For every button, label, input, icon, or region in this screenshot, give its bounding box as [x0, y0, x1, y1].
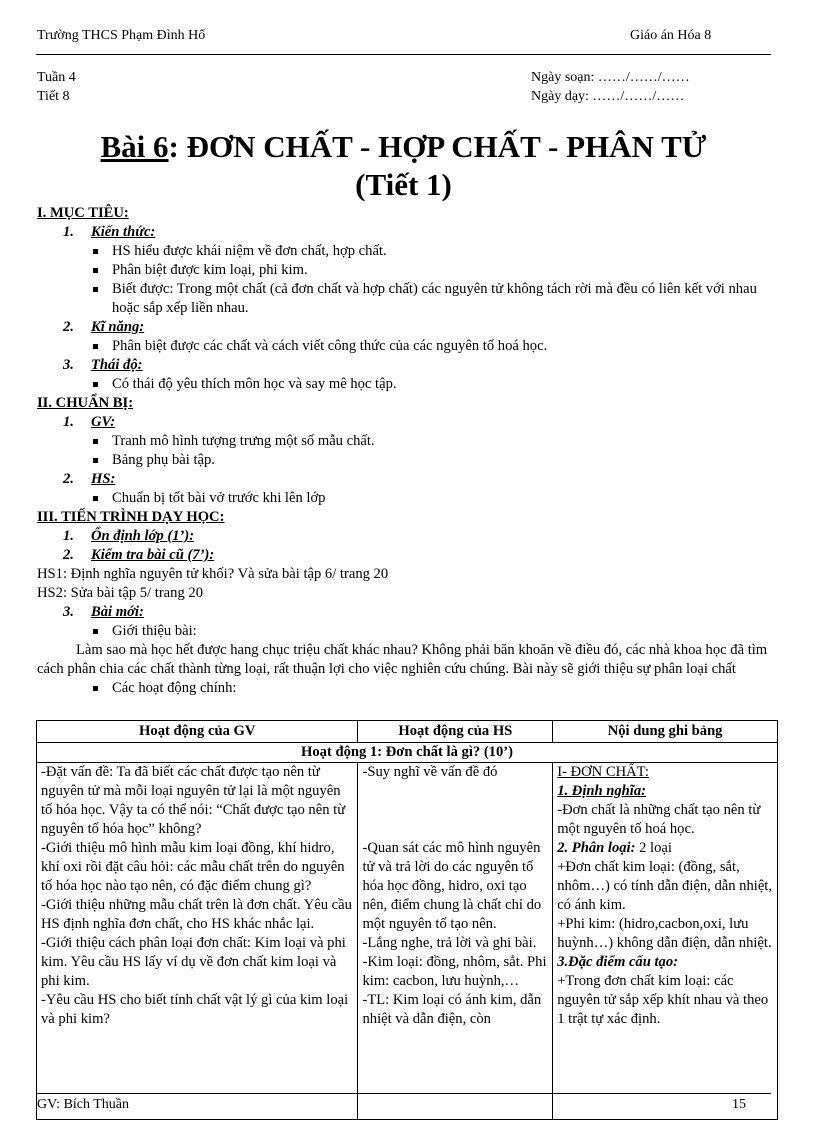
gv-step: -Giới thiệu mô hình mẫu kim loại đồng, khí hidro, khí oxi rồi đặt câu hỏi: các mẫu chất trên do nguyên tố hóa học nào tạo nên, có đặc điểm chung gì? — [41, 840, 345, 894]
hs-step: -Quan sát các mô hình nguyên tử và trả lời do các nguyên tố hóa học đồng, hidro, oxi tạo nên, điểm chung là chất chỉ do một nguyên tố tạo nên. — [362, 840, 542, 932]
attitude-number: 3. — [63, 357, 74, 373]
new-lesson-number: 3. — [63, 604, 74, 620]
week-label: Tuần 4 — [37, 70, 76, 85]
definition-heading: 1. Định nghĩa: — [557, 783, 647, 799]
section-preparation: II. CHUẨN BỊ: — [37, 395, 134, 411]
classification-heading: 2. Phân loại: — [557, 840, 636, 856]
gv-step: -Yêu cầu HS cho biết tính chất vật lý gì của kim loại và phi kim? — [41, 992, 349, 1027]
list-item: Các hoạt động chính: — [90, 679, 777, 698]
class-order-title: Ổn định lớp (1’): — [91, 528, 195, 544]
gv-number: 1. — [63, 414, 74, 430]
classification-line — [557, 839, 773, 858]
attitude-list — [37, 375, 777, 394]
attitude-heading — [37, 356, 777, 375]
gv-step: -Giới thiệu những mẫu chất trên là đơn chất. Yêu cầu HS định nghĩa đơn chất, cho HS khác nhắc lại. — [41, 897, 352, 932]
cell-hs — [358, 763, 553, 1120]
new-lesson-title: Bài mới: — [91, 604, 144, 620]
list-item: Chuẩn bị tốt bài vở trước khi lên lớp — [90, 489, 777, 508]
review-number: 2. — [63, 547, 74, 563]
document-body — [37, 204, 777, 698]
period-label: Tiết 8 — [37, 89, 70, 104]
review-question-1: HS1: Định nghĩa nguyên tử khối? Và sửa bài tập 6/ trang 20 — [37, 566, 389, 582]
content-heading: I- ĐƠN CHẤT: — [557, 764, 649, 780]
list-item: HS hiểu được khái niệm về đơn chất, hợp chất. — [90, 242, 777, 261]
hs-step: -Kim loại: đồng, nhôm, sắt. Phi kim: cacbon, lưu huỳnh,… — [362, 954, 547, 989]
section-procedure: III. TIẾN TRÌNH DẠY HỌC: — [37, 509, 225, 525]
review-title: Kiểm tra bài cũ (7’): — [91, 547, 215, 563]
table-header-row — [37, 721, 778, 743]
activity-title: Hoạt động 1: Đơn chất là gì? (10’) — [37, 743, 778, 763]
metal-text: +Đơn chất kim loại: (đồng, sắt, nhôm…) có tính dẫn điện, dẫn nhiệt, có ánh kim. — [557, 859, 773, 913]
review-heading — [37, 546, 777, 565]
list-item: Bảng phụ bài tập. — [90, 451, 777, 470]
gv-list — [37, 432, 777, 470]
hs-title: HS: — [91, 471, 116, 487]
page-subtitle: (Tiết 1) — [355, 167, 452, 202]
gv-title: GV: — [91, 414, 116, 430]
col-header-content: Nội dung ghi bảng — [553, 721, 778, 743]
skills-list — [37, 337, 777, 356]
lesson-title: : ĐƠN CHẤT - HỢP CHẤT - PHÂN TỬ — [168, 129, 707, 164]
col-header-hs: Hoạt động của HS — [358, 721, 553, 743]
hs-heading — [37, 470, 777, 489]
activity-row — [37, 743, 778, 763]
gv-heading — [37, 413, 777, 432]
hs-step: -TL: Kim loại có ánh kim, dẫn nhiệt và dẫn điện, còn — [362, 992, 542, 1027]
new-lesson-heading — [37, 603, 777, 622]
list-item: Phân biệt được kim loại, phi kim. — [90, 261, 777, 280]
nonmetal-text: +Phi kim: (hidro,cacbon,oxi, lưu huỳnh…) không dẫn điện, dẫn nhiệt. — [557, 916, 772, 951]
gv-step: -Đặt vấn đề: Ta đã biết các chất được tạo nên từ nguyên tử mà mỗi loại nguyên tử lại là một nguyên tố hóa học. Vậy ta có thể nói: “Chất được tạo nên từ nguyên tố hóa học” không? — [41, 764, 346, 837]
skills-title: Kĩ năng: — [91, 319, 145, 335]
hs-number: 2. — [63, 471, 74, 487]
skills-number: 2. — [63, 319, 74, 335]
section-objectives: I. MỤC TIÊU: — [37, 205, 129, 221]
list-item: Phân biệt được các chất và cách viết công thức của các nguyên tố hoá học. — [90, 337, 777, 356]
classification-count: 2 loại — [635, 840, 672, 856]
hs-list — [37, 489, 777, 508]
list-item: Giới thiệu bài: — [90, 622, 777, 641]
list-item: Biết được: Trong một chất (cả đơn chất và hợp chất) các nguyên tử không tách rời mà đều có liên kết với nhau hoặc sắp xếp liền nhau. — [90, 280, 762, 318]
page-number: 15 — [732, 1097, 746, 1112]
header-subject: Giáo án Hóa 8 — [630, 28, 712, 43]
definition-text: -Đơn chất là những chất tạo nên từ một nguyên tố hoá học. — [557, 802, 761, 837]
knowledge-list — [37, 242, 777, 318]
lesson-number: Bài 6 — [100, 129, 169, 164]
skills-heading — [37, 318, 777, 337]
knowledge-heading — [37, 223, 777, 242]
activity-table — [36, 720, 778, 1120]
list-item: Có thái độ yêu thích môn học và say mê học tập. — [90, 375, 777, 394]
teach-date: Ngày dạy: ……/……/…… — [531, 89, 685, 104]
class-order-number: 1. — [63, 528, 74, 544]
hs-step: -Lắng nghe, trả lời và ghi bài. — [362, 935, 537, 951]
attitude-title: Thái độ: — [91, 357, 143, 373]
cell-content — [553, 763, 778, 1120]
col-header-gv: Hoạt động của GV — [37, 721, 358, 743]
table-row — [37, 763, 778, 1120]
knowledge-number: 1. — [63, 224, 74, 240]
list-item: Tranh mô hình tượng trưng một số mẫu chất. — [90, 432, 777, 451]
structure-heading: 3.Đặc điểm cấu tạo: — [557, 954, 678, 970]
prep-date: Ngày soạn: ……/……/…… — [531, 70, 690, 85]
page-title — [36, 130, 771, 164]
main-activities-list — [37, 679, 777, 698]
header-rule — [36, 54, 771, 55]
footer-teacher: GV: Bích Thuần — [37, 1097, 130, 1112]
hs-step: -Suy nghĩ về vấn đề đó — [362, 764, 498, 780]
header-school: Trường THCS Phạm Đình Hổ — [37, 28, 206, 43]
class-order-heading — [37, 527, 777, 546]
knowledge-title: Kiến thức: — [91, 224, 156, 240]
review-question-2: HS2: Sửa bài tập 5/ trang 20 — [37, 585, 203, 601]
intro-list — [37, 622, 777, 641]
intro-paragraph: Làm sao mà học hết được hang chục triệu chất khác nhau? Không phải băn khoăn về điều đó, các nhà khoa học đã tìm cách phân chia các chất thành từng loại, rất thuận lợi cho việc nghiên cứu chúng. Bài này sẽ giới thiệu sự phân loại chất — [37, 642, 768, 677]
cell-gv — [37, 763, 358, 1120]
gv-step: -Giới thiệu cách phân loại đơn chất: Kim loại và phi kim. Yêu cầu HS lấy ví dụ về đơn chất kim loại và phi kim. — [41, 935, 346, 989]
structure-text: +Trong đơn chất kim loại: các nguyên tử sắp xếp khít nhau và theo 1 trật tự xác định. — [557, 973, 769, 1027]
footer-rule — [36, 1093, 771, 1094]
